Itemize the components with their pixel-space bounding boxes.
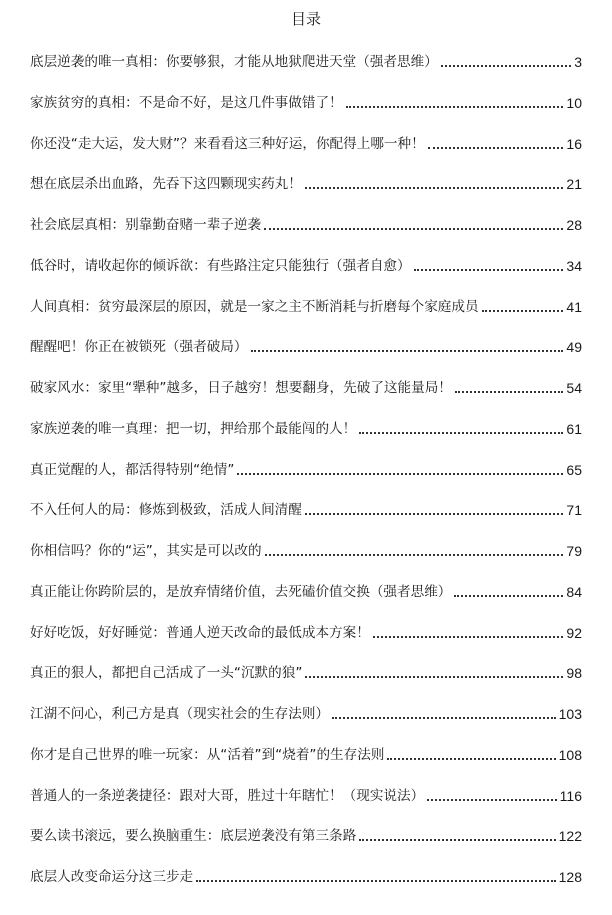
toc-dot-leader (264, 228, 563, 230)
toc-entry-title: 真正能让你跨阶层的，是放弃情绪价值，去死磕价值交换（强者思维） (30, 583, 452, 600)
toc-entry[interactable] (30, 378, 582, 398)
toc-entry-title: 不入任何人的局：修炼到极致，活成人间清醒 (30, 502, 302, 519)
toc-entry-page-number: 71 (566, 502, 582, 519)
toc-entry[interactable] (30, 541, 582, 561)
toc-entry-page-number: 122 (558, 828, 582, 845)
toc-dot-leader (237, 473, 563, 475)
toc-dot-leader (359, 839, 555, 841)
toc-entry-page-number: 108 (558, 746, 582, 763)
toc-entry-title: 醒醒吧！你正在被锁死（强者破局） (30, 339, 248, 356)
toc-dot-leader (305, 513, 564, 515)
toc-entry-page-number: 54 (566, 380, 582, 396)
toc-dot-leader (265, 554, 564, 556)
toc-entry-title: 社会底层真相：别靠勤奋赌一辈子逆袭 (30, 217, 262, 233)
toc-entry-page-number: 10 (566, 94, 582, 111)
toc-entry[interactable] (30, 500, 582, 520)
toc-entry-title: 破家风水：家里“犟种”越多，日子越穷！想要翻身，先破了这能量局！ (30, 380, 452, 396)
toc-entry-page-number: 41 (566, 298, 582, 315)
toc-entry[interactable] (30, 174, 582, 194)
toc-entry-page-number: 79 (566, 543, 582, 559)
toc-entry-title: 真正觉醒的人，都活得特别“绝情” (30, 461, 235, 478)
toc-entry-title: 底层逆袭的唯一真相：你要够狠，才能从地狱爬进天堂（强者思维） (30, 54, 438, 70)
toc-entry[interactable] (30, 419, 582, 439)
toc-entry-title: 真正的狠人，都把自己活成了一头“沉默的狼” (30, 665, 303, 682)
toc-entry-page-number: 103 (558, 706, 582, 722)
toc-entry-page-number: 34 (566, 257, 582, 274)
toc-entry[interactable] (30, 786, 582, 806)
toc-entry-page-number: 28 (566, 217, 582, 233)
toc-entry-page-number: 116 (559, 787, 582, 804)
toc-entry-page-number: 98 (566, 665, 582, 682)
toc-dot-leader (305, 187, 564, 189)
toc-dot-leader (454, 595, 563, 597)
toc-entry-page-number: 16 (566, 135, 582, 152)
toc-dot-leader (427, 799, 556, 801)
toc-entry[interactable] (30, 704, 582, 724)
toc-dot-leader (332, 717, 556, 719)
toc-entry-title: 好好吃饭，好好睡觉：普通人逆天改命的最低成本方案！ (30, 624, 370, 641)
toc-dot-leader (346, 106, 564, 108)
toc-dot-leader (196, 880, 556, 882)
toc-entry[interactable] (30, 867, 582, 887)
toc-entry[interactable] (30, 256, 582, 276)
toc-entry-page-number: 21 (566, 176, 582, 193)
toc-dot-leader (305, 676, 563, 678)
toc-entry-title: 想在底层杀出血路，先吞下这四颗现实药丸！ (30, 176, 302, 193)
toc-entry-title: 家族贫穷的真相：不是命不好，是这几件事做错了！ (30, 94, 343, 111)
toc-entry[interactable] (30, 337, 582, 357)
toc-entry[interactable] (30, 826, 582, 846)
toc-entry-page-number: 3 (574, 54, 582, 70)
toc-entry[interactable] (30, 52, 582, 72)
toc-entry-page-number: 84 (566, 583, 582, 600)
toc-entry-title: 底层人改变命运分这三步走 (30, 869, 194, 885)
toc-entry[interactable] (30, 93, 582, 113)
toc-entry-title: 普通人的一条逆袭捷径：跟对大哥，胜过十年瞎忙！（现实说法） (30, 787, 425, 804)
toc-dot-leader (441, 65, 571, 67)
toc-entry-title: 你才是自己世界的唯一玩家：从“活着”到“烧着”的生存法则 (30, 746, 385, 763)
toc-dot-leader (387, 758, 555, 760)
toc-entry[interactable] (30, 623, 582, 643)
toc-entry-title: 你还没“走大运，发大财”？来看看这三种好运，你配得上哪一种！ (30, 135, 425, 152)
toc-entry-title: 低谷时，请收起你的倾诉欲：有些路注定只能独行（强者自愈） (30, 257, 411, 274)
toc-entry[interactable] (30, 215, 582, 235)
toc-entry-page-number: 128 (558, 869, 582, 885)
toc-dot-leader (373, 636, 564, 638)
toc-entry[interactable] (30, 297, 582, 317)
toc-entry-title: 要么读书滚远，要么换脑重生：底层逆袭没有第三条路 (30, 828, 357, 845)
toc-entry-title: 人间真相：贫穷最深层的原因，就是一家之主不断消耗与折磨每个家庭成员 (30, 298, 479, 315)
toc-dot-leader (251, 350, 564, 352)
toc-dot-leader (428, 147, 564, 149)
toc-entry[interactable] (30, 663, 582, 683)
toc-entry[interactable] (30, 134, 582, 154)
toc-entry[interactable] (30, 582, 582, 602)
toc-dot-leader (482, 310, 564, 312)
toc-entry-title: 江湖不问心，利己方是真（现实社会的生存法则） (30, 706, 330, 722)
toc-entry-title: 家族逆袭的唯一真理：把一切，押给那个最能闯的人！ (30, 420, 357, 437)
toc-entry[interactable] (30, 460, 582, 480)
toc-entry-page-number: 92 (566, 624, 582, 641)
toc-title: 目录 (290, 10, 321, 28)
toc-entry-title: 你相信吗？你的“运”，其实是可以改的 (30, 543, 262, 559)
toc-dot-leader (455, 391, 564, 393)
toc-entry-page-number: 49 (566, 339, 582, 356)
toc-entry-page-number: 65 (566, 461, 582, 478)
toc-entry-page-number: 61 (566, 420, 582, 437)
toc-entry[interactable] (30, 745, 582, 765)
toc-dot-leader (359, 432, 563, 434)
toc-dot-leader (414, 269, 564, 271)
